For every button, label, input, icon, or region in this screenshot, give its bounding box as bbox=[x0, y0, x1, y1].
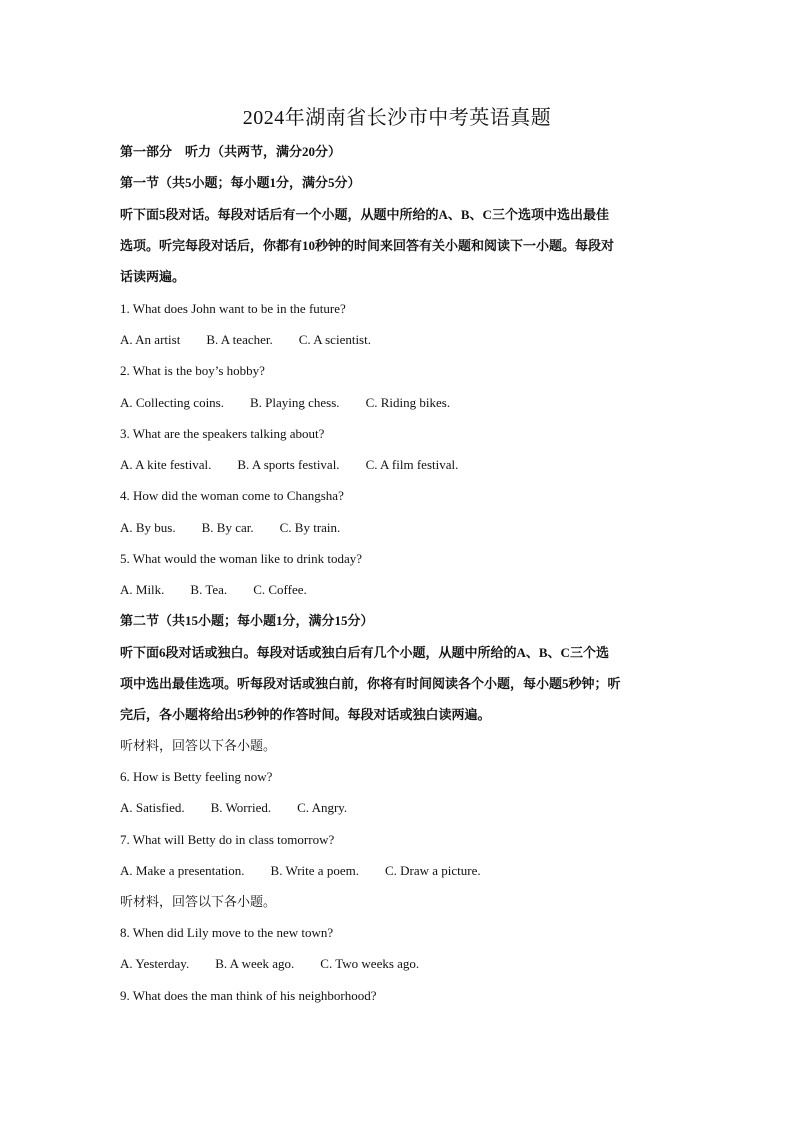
option-a: A. Make a presentation. bbox=[120, 863, 245, 878]
question-8: 8. When did Lily move to the new town? bbox=[120, 925, 334, 940]
option-c: C. A scientist. bbox=[298, 332, 371, 347]
option-c: C. By train. bbox=[279, 520, 341, 535]
option-a: A. Satisfied. bbox=[120, 800, 185, 815]
material-note: 听材料，回答以下各小题。 bbox=[120, 894, 277, 909]
question-3: 3. What are the speakers talking about? bbox=[120, 426, 325, 441]
page-title: 2024年湖南省长沙市中考英语真题 bbox=[242, 107, 552, 129]
question-9: 9. What does the man think of his neighborhood? bbox=[120, 988, 377, 1003]
option-c: C. Coffee. bbox=[253, 582, 307, 597]
question-2: 2. What is the boy’s hobby? bbox=[120, 363, 265, 378]
question-2-options bbox=[120, 393, 680, 413]
option-b: B. A teacher. bbox=[206, 332, 273, 347]
question-6: 6. How is Betty feeling now? bbox=[120, 769, 273, 784]
section1-instruction-line: 选项。听完每段对话后，你都有10秒钟的时间来回答有关小题和阅读下一小题。每段对 bbox=[120, 238, 615, 253]
question-5-options bbox=[120, 580, 680, 600]
question-1: 1. What does John want to be in the future? bbox=[120, 301, 346, 316]
option-c: C. A film festival. bbox=[365, 457, 459, 472]
option-c: C. Two weeks ago. bbox=[320, 956, 420, 971]
option-b: B. Write a poem. bbox=[270, 863, 359, 878]
option-b: B. A week ago. bbox=[215, 956, 295, 971]
section2-instruction-line: 项中选出最佳选项。听每段对话或独白前，你将有时间阅读各个小题，每小题5秒钟；听 bbox=[120, 676, 621, 691]
section2-heading: 第二节（共15小题；每小题1分，满分15分） bbox=[120, 613, 374, 628]
question-7: 7. What will Betty do in class tomorrow? bbox=[120, 832, 335, 847]
question-4: 4. How did the woman come to Changsha? bbox=[120, 488, 344, 503]
section1-instruction-line: 话读两遍。 bbox=[120, 269, 186, 284]
option-a: A. A kite festival. bbox=[120, 457, 212, 472]
question-6-options bbox=[120, 798, 680, 818]
question-5: 5. What would the woman like to drink today? bbox=[120, 551, 363, 566]
option-b: B. Playing chess. bbox=[250, 395, 340, 410]
question-7-options bbox=[120, 861, 680, 881]
option-c: C. Angry. bbox=[297, 800, 348, 815]
option-c: C. Riding bikes. bbox=[365, 395, 451, 410]
question-8-options bbox=[120, 954, 680, 974]
question-1-options bbox=[120, 330, 680, 350]
question-4-options bbox=[120, 518, 680, 538]
option-a: A. Yesterday. bbox=[120, 956, 190, 971]
option-b: B. Worried. bbox=[210, 800, 272, 815]
option-b: B. A sports festival. bbox=[237, 457, 340, 472]
option-a: A. By bus. bbox=[120, 520, 176, 535]
option-c: C. Draw a picture. bbox=[384, 863, 481, 878]
material-note: 听材料，回答以下各小题。 bbox=[120, 738, 277, 753]
section1-heading: 第一节（共5小题；每小题1分，满分5分） bbox=[120, 175, 361, 190]
option-a: A. Milk. bbox=[120, 582, 165, 597]
option-a: A. Collecting coins. bbox=[120, 395, 224, 410]
section2-instruction-line: 听下面6段对话或独白。每段对话或独白后有几个小题，从题中所给的A、B、C三个选 bbox=[120, 645, 609, 660]
section2-instruction-line: 完后，各小题将给出5秒钟的作答时间。每段对话或独白读两遍。 bbox=[120, 707, 491, 722]
section1-instruction-line: 听下面5段对话。每段对话后有一个小题，从题中所给的A、B、C三个选项中选出最佳 bbox=[120, 207, 609, 222]
option-a: A. An artist bbox=[120, 332, 181, 347]
part1-heading: 第一部分 听力（共两节，满分20分） bbox=[120, 144, 342, 159]
option-b: B. By car. bbox=[201, 520, 254, 535]
question-3-options bbox=[120, 455, 680, 475]
option-b: B. Tea. bbox=[190, 582, 228, 597]
